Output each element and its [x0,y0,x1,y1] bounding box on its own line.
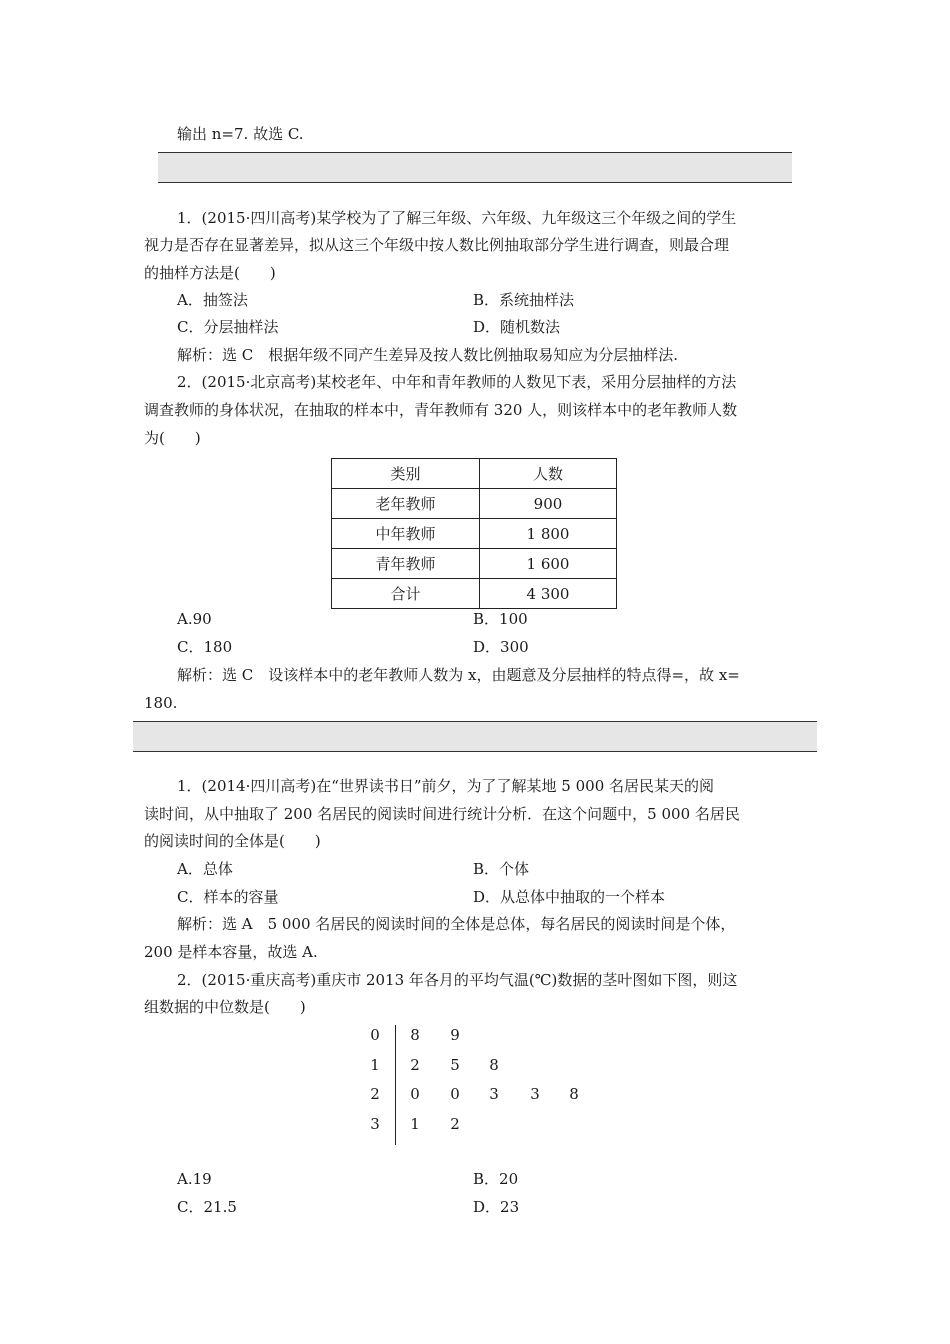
leaf-value: 0 [450,1085,460,1103]
leaf-value: 1 [410,1115,420,1133]
leaf-value: 8 [489,1056,499,1074]
s2-q2-line-2: 组数据的中位数是( ) [144,998,306,1016]
s1-q2-analysis-line-2: 180. [144,694,178,712]
teacher-count-table [331,458,617,609]
leaf-value: 9 [450,1026,460,1044]
s2-q1-option-d: D．从总体中抽取的一个样本 [473,888,666,906]
s1-q2-line-1: 2．(2015·北京高考)某校老年、中年和青年教师的人数见下表，采用分层抽样的方法 [177,373,737,391]
leaf-value: 3 [530,1085,540,1103]
s2-q2-line-1: 2．(2015·重庆高考)重庆市 2013 年各月的平均气温(℃)数据的茎叶图如下图，则这 [177,971,738,989]
s1-q2-option-b: B．100 [473,610,528,628]
table-cell-category: 合计 [332,579,480,609]
s1-q2-line-3: 为( ) [144,429,201,447]
s2-q1-option-b: B．个体 [473,860,530,878]
s1-q2-option-d: D．300 [473,638,529,656]
s2-q1-option-a: A．总体 [177,860,233,878]
s1-q1-option-a: A．抽签法 [177,291,248,309]
table-cell-category: 中年教师 [332,519,480,549]
s1-q1-option-b: B．系统抽样法 [473,291,575,309]
stem-leaf-plot [360,1025,600,1147]
leaf-value: 5 [450,1056,460,1074]
s1-q1-option-c: C．分层抽样法 [177,318,279,336]
stem-value: 3 [370,1115,380,1133]
leaf-value: 2 [450,1115,460,1133]
leaf-value: 8 [569,1085,579,1103]
table-cell-count: 900 [480,489,617,519]
table-header-count: 人数 [480,459,617,489]
s2-q1-line-2: 读时间，从中抽取了 200 名居民的阅读时间进行统计分析．在这个问题中，5 000 名居民 [144,805,740,823]
s2-q2-option-d: D．23 [473,1198,520,1216]
carryover-line: 输出 n=7. 故选 C. [177,125,304,143]
table-header-category: 类别 [332,459,480,489]
table-cell-category: 老年教师 [332,489,480,519]
table-row [332,579,617,609]
s1-q2-option-c: C．180 [177,638,233,656]
table-cell-count: 4 300 [480,579,617,609]
stem-leaf-divider [395,1025,396,1145]
s2-q1-line-3: 的阅读时间的全体是( ) [144,832,321,850]
s2-q2-option-a: A.19 [177,1170,212,1188]
s2-q1-option-c: C．样本的容量 [177,888,279,906]
s1-q2-option-a: A.90 [177,610,212,628]
s1-q2-line-2: 调查教师的身体状况，在抽取的样本中，青年教师有 320 人，则该样本中的老年教师人数 [144,401,738,419]
s2-q1-line-1: 1．(2014·四川高考)在“世界读书日”前夕，为了了解某地 5 000 名居民某天的阅 [177,777,715,795]
s2-q2-option-c: C．21.5 [177,1198,237,1216]
table-cell-count: 1 600 [480,549,617,579]
table-row [332,489,617,519]
section-divider-2 [133,721,817,752]
table-cell-category: 青年教师 [332,549,480,579]
stem-value: 2 [370,1085,380,1103]
s1-q1-line-1: 1．(2015·四川高考)某学校为了了解三年级、六年级、九年级这三个年级之间的学生 [177,209,737,227]
s2-q1-analysis-line-1: 解析：选 A 5 000 名居民的阅读时间的全体是总体，每名居民的阅读时间是个体， [177,915,736,933]
s1-q1-line-2: 视力是否存在显著差异，拟从这三个年级中按人数比例抽取部分学生进行调查，则最合理 [144,236,730,254]
leaf-value: 3 [489,1085,499,1103]
leaf-value: 8 [410,1026,420,1044]
section-divider-1 [158,152,792,183]
table-cell-count: 1 800 [480,519,617,549]
stem-value: 0 [370,1026,380,1044]
s1-q2-analysis-line-1: 解析：选 C 设该样本中的老年教师人数为 x，由题意及分层抽样的特点得=，故 x= [177,666,740,684]
table-row [332,519,617,549]
leaf-value: 2 [410,1056,420,1074]
s1-q1-line-3: 的抽样方法是( ) [144,264,276,282]
s1-q1-option-d: D．随机数法 [473,318,561,336]
stem-value: 1 [370,1056,380,1074]
leaf-value: 0 [410,1085,420,1103]
s2-q2-option-b: B．20 [473,1170,519,1188]
s1-q1-analysis: 解析：选 C 根据年级不同产生差异及按人数比例抽取易知应为分层抽样法. [177,346,679,364]
s2-q1-analysis-line-2: 200 是样本容量，故选 A. [144,943,318,961]
table-row [332,549,617,579]
table-header-row [332,459,617,489]
